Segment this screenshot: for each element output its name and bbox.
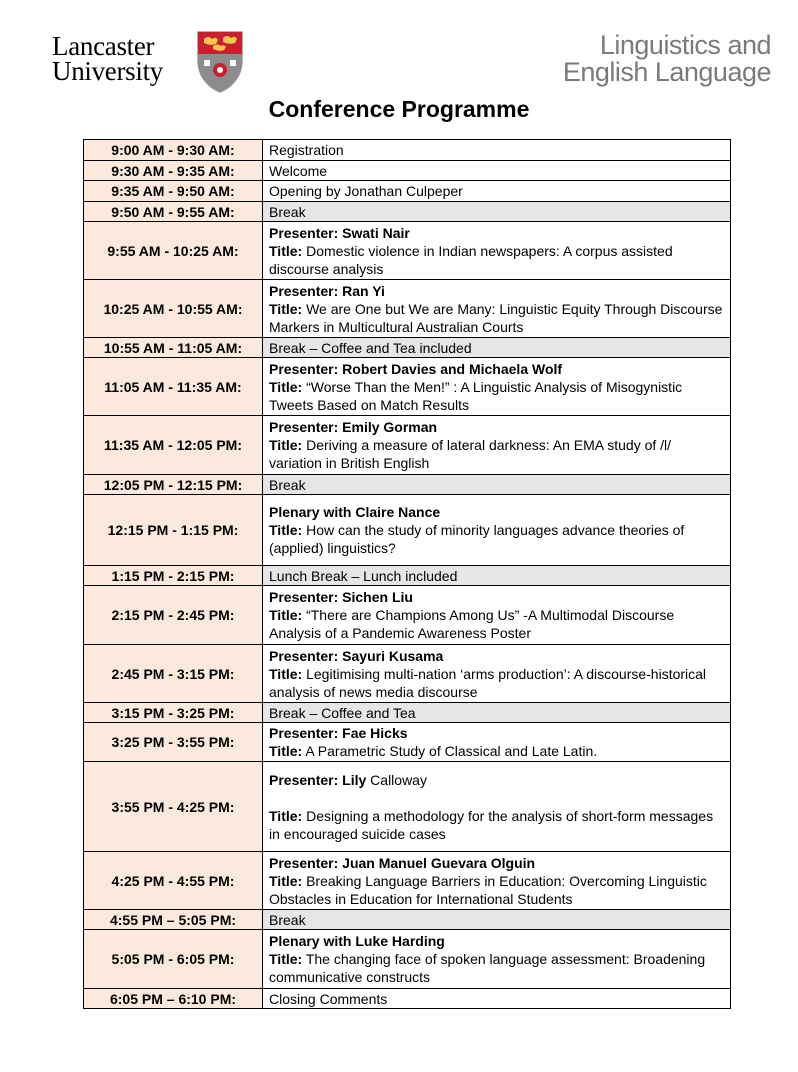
session-text: Closing Comments bbox=[269, 990, 388, 1007]
schedule-row bbox=[84, 280, 731, 338]
session-cell bbox=[263, 566, 731, 586]
plenary-line bbox=[269, 932, 724, 950]
talk-title: How can the study of minority languages advance theories of (applied) linguistics? bbox=[269, 522, 685, 556]
presenter-label: Presenter: bbox=[269, 360, 339, 377]
schedule-row bbox=[84, 222, 731, 280]
session-cell bbox=[263, 358, 731, 416]
session-cell bbox=[263, 202, 731, 222]
session-cell bbox=[263, 495, 731, 566]
time-slot: 2:15 PM - 2:45 PM: bbox=[84, 586, 263, 645]
schedule-row bbox=[84, 495, 731, 566]
schedule-row bbox=[84, 852, 731, 910]
session-cell bbox=[263, 852, 731, 910]
university-crest-icon bbox=[196, 30, 244, 94]
talk-title: Legitimising multi-nation ‘arms production’: A discourse-historical analysis of news media discourse bbox=[269, 665, 707, 700]
schedule-row bbox=[84, 910, 731, 930]
schedule-row bbox=[84, 723, 731, 762]
presenter-name: Ran Yi bbox=[342, 282, 385, 299]
title-label: Title: bbox=[269, 951, 303, 967]
presenter-surname: Calloway bbox=[370, 771, 427, 788]
talk-title: Breaking Language Barriers in Education: Overcoming Linguistic Obstacles in Education for International Students bbox=[269, 872, 707, 907]
title-label: Title: bbox=[269, 665, 303, 682]
title-label: Title: bbox=[269, 872, 303, 889]
time-slot: 10:55 AM - 11:05 AM: bbox=[84, 338, 263, 358]
time-slot: 11:05 AM - 11:35 AM: bbox=[84, 358, 263, 416]
presenter-line bbox=[269, 854, 724, 872]
presenter-name: Swati Nair bbox=[342, 224, 410, 241]
title-label: Title: bbox=[269, 743, 303, 759]
page-title: Conference Programme bbox=[268, 96, 530, 122]
break-text: Break – Coffee and Tea included bbox=[269, 339, 472, 356]
session-cell bbox=[263, 586, 731, 645]
presenter-label: Presenter: bbox=[269, 771, 339, 788]
title-line bbox=[269, 742, 724, 760]
presenter-name: Sayuri Kusama bbox=[342, 647, 444, 664]
time-slot: 9:35 AM - 9:50 AM: bbox=[84, 181, 263, 202]
session-text: Opening by Jonathan Culpeper bbox=[269, 183, 463, 199]
time-slot: 9:55 AM - 10:25 AM: bbox=[84, 222, 263, 280]
time-slot: 3:55 PM - 4:25 PM: bbox=[84, 762, 263, 852]
break-text: Lunch Break – Lunch included bbox=[269, 567, 458, 584]
plenary-heading: Plenary with Luke Harding bbox=[269, 933, 445, 949]
time-slot: 1:15 PM - 2:15 PM: bbox=[84, 566, 263, 586]
time-slot: 3:15 PM - 3:25 PM: bbox=[84, 703, 263, 723]
plenary-heading: Plenary with Claire Nance bbox=[269, 504, 441, 520]
break-text: Break bbox=[269, 203, 306, 220]
plenary-line bbox=[269, 503, 724, 521]
title-label: Title: bbox=[269, 300, 303, 317]
session-cell bbox=[263, 645, 731, 703]
presenter-line bbox=[269, 224, 724, 242]
presenter-label: Presenter: bbox=[269, 647, 339, 664]
university-line1: Lancaster bbox=[52, 31, 155, 61]
time-slot: 4:55 PM – 5:05 PM: bbox=[84, 910, 263, 930]
session-cell bbox=[263, 989, 731, 1009]
presenter-line bbox=[269, 647, 724, 665]
session-cell bbox=[263, 416, 731, 475]
time-slot: 12:15 PM - 1:15 PM: bbox=[84, 495, 263, 566]
schedule-row bbox=[84, 181, 731, 202]
university-line2: University bbox=[52, 56, 163, 86]
schedule-row bbox=[84, 566, 731, 586]
department-line1: Linguistics and bbox=[599, 30, 771, 60]
talk-title: “Worse Than the Men!” : A Linguistic Analysis of Misogynistic Tweets Based on Match Results bbox=[269, 378, 683, 413]
presenter-line bbox=[269, 588, 724, 606]
schedule-row bbox=[84, 762, 731, 852]
presenter-name: Fae Hicks bbox=[342, 725, 408, 741]
title-line bbox=[269, 300, 724, 336]
presenter-line bbox=[269, 282, 724, 300]
session-cell bbox=[263, 181, 731, 202]
session-text: Registration bbox=[269, 142, 344, 158]
talk-title: Domestic violence in Indian newspapers: A corpus assisted discourse analysis bbox=[269, 242, 673, 277]
time-slot: 9:00 AM - 9:30 AM: bbox=[84, 140, 263, 161]
presenter-line bbox=[269, 360, 724, 378]
time-slot: 4:25 PM - 4:55 PM: bbox=[84, 852, 263, 910]
title-line bbox=[269, 665, 724, 701]
presenter-line bbox=[269, 418, 724, 436]
talk-title: Designing a methodology for the analysis of short-form messages in encouraged suicide cases bbox=[269, 807, 714, 842]
time-slot: 3:25 PM - 3:55 PM: bbox=[84, 723, 263, 762]
schedule-row bbox=[84, 202, 731, 222]
time-slot: 9:30 AM - 9:35 AM: bbox=[84, 161, 263, 181]
schedule-row bbox=[84, 338, 731, 358]
presenter-label: Presenter: bbox=[269, 854, 339, 871]
title-label: Title: bbox=[269, 242, 303, 259]
break-text: Break – Coffee and Tea bbox=[269, 704, 416, 721]
schedule-row bbox=[84, 161, 731, 181]
session-cell bbox=[263, 930, 731, 989]
title-label: Title: bbox=[269, 378, 303, 395]
title-line bbox=[269, 950, 724, 986]
presenter-name: Robert Davies and Michaela Wolf bbox=[342, 360, 563, 377]
session-cell bbox=[263, 222, 731, 280]
programme-table-body bbox=[84, 140, 731, 1009]
schedule-row bbox=[84, 416, 731, 475]
spacer bbox=[269, 789, 724, 807]
session-cell bbox=[263, 910, 731, 930]
presenter-label: Presenter: bbox=[269, 419, 339, 435]
time-slot: 11:35 AM - 12:05 PM: bbox=[84, 416, 263, 475]
schedule-row bbox=[84, 645, 731, 703]
title-line bbox=[269, 521, 724, 557]
title-label: Title: bbox=[269, 807, 303, 824]
break-text: Break bbox=[269, 911, 306, 928]
title-line bbox=[269, 807, 724, 843]
title-line bbox=[269, 242, 724, 278]
presenter-name: Emily Gorman bbox=[342, 419, 438, 435]
schedule-row bbox=[84, 586, 731, 645]
presenter-label: Presenter: bbox=[269, 282, 339, 299]
session-cell bbox=[263, 723, 731, 762]
talk-title: “There are Champions Among Us” -A Multimodal Discourse Analysis of a Pandemic Awareness Poster bbox=[269, 607, 675, 641]
university-name bbox=[52, 31, 163, 86]
schedule-row bbox=[84, 930, 731, 989]
title-line bbox=[269, 606, 724, 642]
time-slot: 9:50 AM - 9:55 AM: bbox=[84, 202, 263, 222]
session-cell bbox=[263, 161, 731, 181]
lancaster-university-logo bbox=[52, 30, 252, 96]
schedule-row bbox=[84, 703, 731, 723]
presenter-line bbox=[269, 771, 724, 789]
presenter-name: Sichen Liu bbox=[342, 589, 413, 605]
session-cell bbox=[263, 762, 731, 852]
title-line bbox=[269, 378, 724, 414]
title-line bbox=[269, 436, 724, 472]
time-slot: 5:05 PM - 6:05 PM: bbox=[84, 930, 263, 989]
title-line bbox=[269, 872, 724, 908]
programme-table bbox=[83, 139, 731, 1009]
session-cell bbox=[263, 280, 731, 338]
department-line2: English Language bbox=[562, 57, 771, 87]
time-slot: 10:25 AM - 10:55 AM: bbox=[84, 280, 263, 338]
schedule-row bbox=[84, 475, 731, 495]
talk-title: A Parametric Study of Classical and Late Latin. bbox=[305, 743, 598, 759]
presenter-label: Presenter: bbox=[269, 224, 339, 241]
presenter-name: Lily bbox=[342, 771, 367, 788]
title-label: Title: bbox=[269, 437, 303, 453]
break-text: Break bbox=[269, 476, 306, 493]
presenter-line bbox=[269, 724, 724, 742]
title-label: Title: bbox=[269, 607, 303, 623]
schedule-row bbox=[84, 989, 731, 1009]
talk-title: We are One but We are Many: Linguistic Equity Through Discourse Markers in Multicultural Australian Courts bbox=[269, 300, 723, 335]
presenter-name: Juan Manuel Guevara Olguin bbox=[342, 854, 536, 871]
talk-title: Deriving a measure of lateral darkness: An EMA study of /l/ variation in British English bbox=[269, 437, 672, 471]
presenter-label: Presenter: bbox=[269, 725, 339, 741]
schedule-row bbox=[84, 140, 731, 161]
session-cell bbox=[263, 338, 731, 358]
time-slot: 12:05 PM - 12:15 PM: bbox=[84, 475, 263, 495]
time-slot: 2:45 PM - 3:15 PM: bbox=[84, 645, 263, 703]
session-cell bbox=[263, 140, 731, 161]
session-text: Welcome bbox=[269, 162, 328, 179]
schedule-row bbox=[84, 358, 731, 416]
session-cell bbox=[263, 475, 731, 495]
talk-title: The changing face of spoken language assessment: Broadening communicative constructs bbox=[269, 951, 706, 985]
time-slot: 6:05 PM – 6:10 PM: bbox=[84, 989, 263, 1009]
presenter-label: Presenter: bbox=[269, 589, 339, 605]
department-name bbox=[563, 32, 771, 86]
title-label: Title: bbox=[269, 522, 303, 538]
session-cell bbox=[263, 703, 731, 723]
